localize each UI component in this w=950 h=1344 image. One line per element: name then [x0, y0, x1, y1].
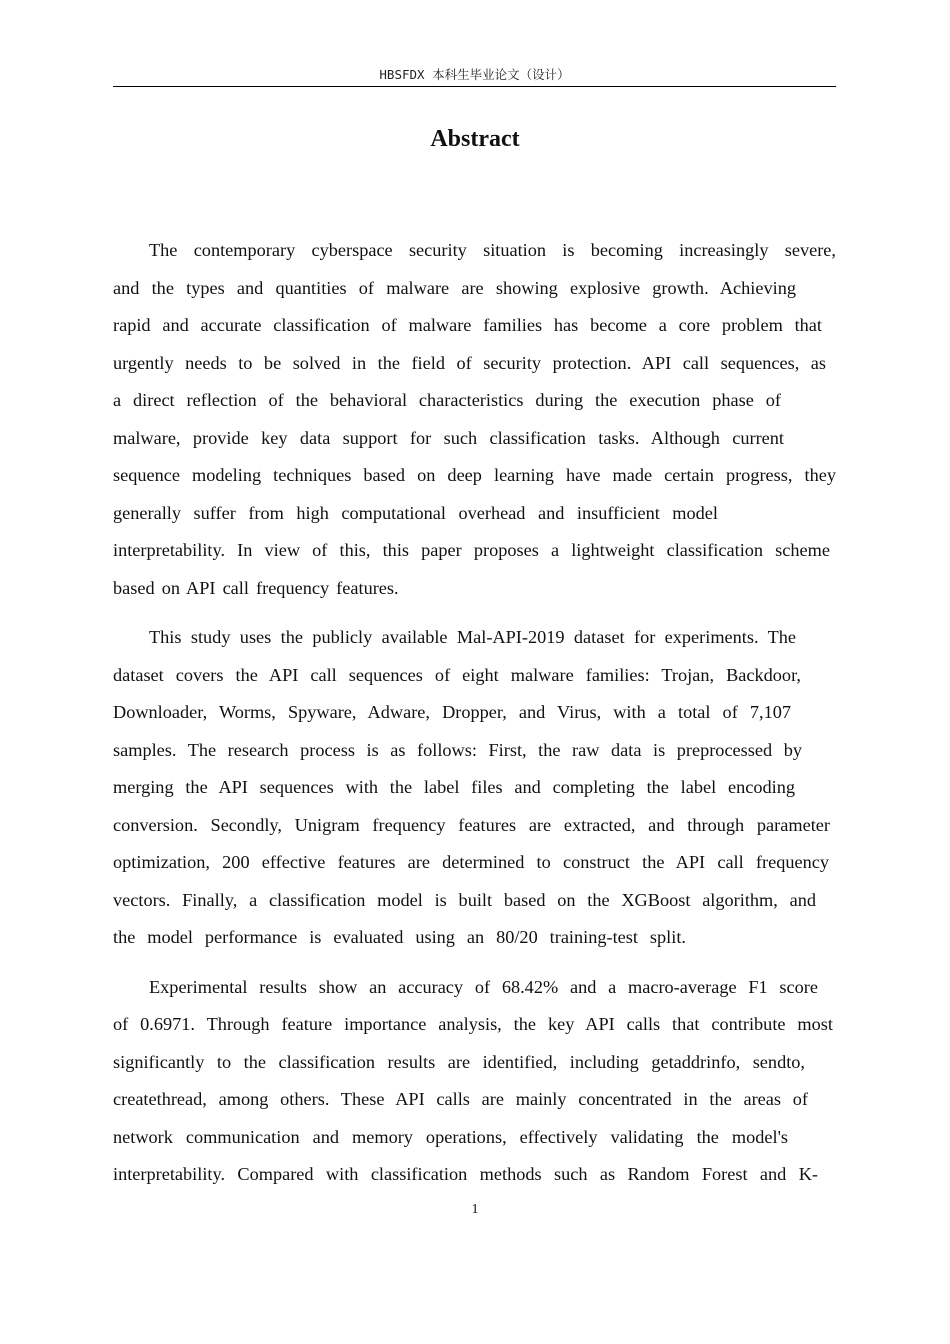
abstract-body — [113, 232, 836, 1206]
text-line: samples. The research process is as follows: First, the raw data is preprocessed by — [113, 739, 802, 760]
text-line: Experimental results show an accuracy of 68.42% and a macro-average F1 score — [149, 976, 818, 997]
text-line: merging the API sequences with the label files and completing the label encoding — [113, 777, 795, 797]
paragraph-1 — [113, 232, 836, 607]
text-line: interpretability. In view of this, this paper proposes a lightweight classification scheme — [113, 540, 830, 560]
text-line: based on API call frequency features. — [113, 577, 399, 598]
text-line: dataset covers the API call sequences of eight malware families: Trojan, Backdoor, — [113, 664, 801, 685]
text-line: Downloader, Worms, Spyware, Adware, Dropper, and Virus, with a total of 7,107 — [113, 702, 791, 722]
text-line: createthread, among others. These API calls are mainly concentrated in the areas of — [113, 1089, 808, 1109]
text-line: rapid and accurate classification of malware families has become a core problem that — [113, 315, 822, 335]
paragraph-3 — [113, 969, 836, 1194]
text-line: the model performance is evaluated using an 80/20 training-test split. — [113, 927, 686, 947]
page-number: 1 — [471, 1202, 479, 1217]
text-line: optimization, 200 effective features are determined to construct the API call frequency — [113, 852, 829, 872]
text-line: urgently needs to be solved in the field of security protection. API call sequences, as — [113, 352, 826, 373]
abstract-title: Abstract — [430, 126, 520, 152]
text-line: significantly to the classification results are identified, including getaddrinfo, sendto, — [113, 1051, 805, 1072]
text-line: This study uses the publicly available Mal-API-2019 dataset for experiments. The — [149, 627, 796, 647]
paragraph-2 — [113, 619, 836, 957]
page-header: HBSFDX 本科生毕业论文（设计） — [113, 66, 836, 87]
text-line: interpretability. Compared with classification methods such as Random Forest and K- — [113, 1164, 818, 1184]
text-line: vectors. Finally, a classification model is built based on the XGBoost algorithm, and — [113, 889, 816, 910]
text-line: a direct reflection of the behavioral characteristics during the execution phase of — [113, 390, 781, 410]
text-line: The contemporary cyberspace security situation is becoming increasingly severe, — [149, 240, 836, 260]
text-line: and the types and quantities of malware are showing explosive growth. Achieving — [113, 277, 796, 298]
text-line: of 0.6971. Through feature importance analysis, the key API calls that contribute most — [113, 1014, 833, 1034]
text-line: network communication and memory operations, effectively validating the model's — [113, 1126, 788, 1147]
text-line: generally suffer from high computational overhead and insufficient model — [113, 502, 718, 523]
text-line: malware, provide key data support for such classification tasks. Although current — [113, 427, 784, 448]
text-line: conversion. Secondly, Unigram frequency features are extracted, and through parameter — [113, 814, 830, 835]
text-line: sequence modeling techniques based on deep learning have made certain progress, they — [113, 465, 836, 485]
